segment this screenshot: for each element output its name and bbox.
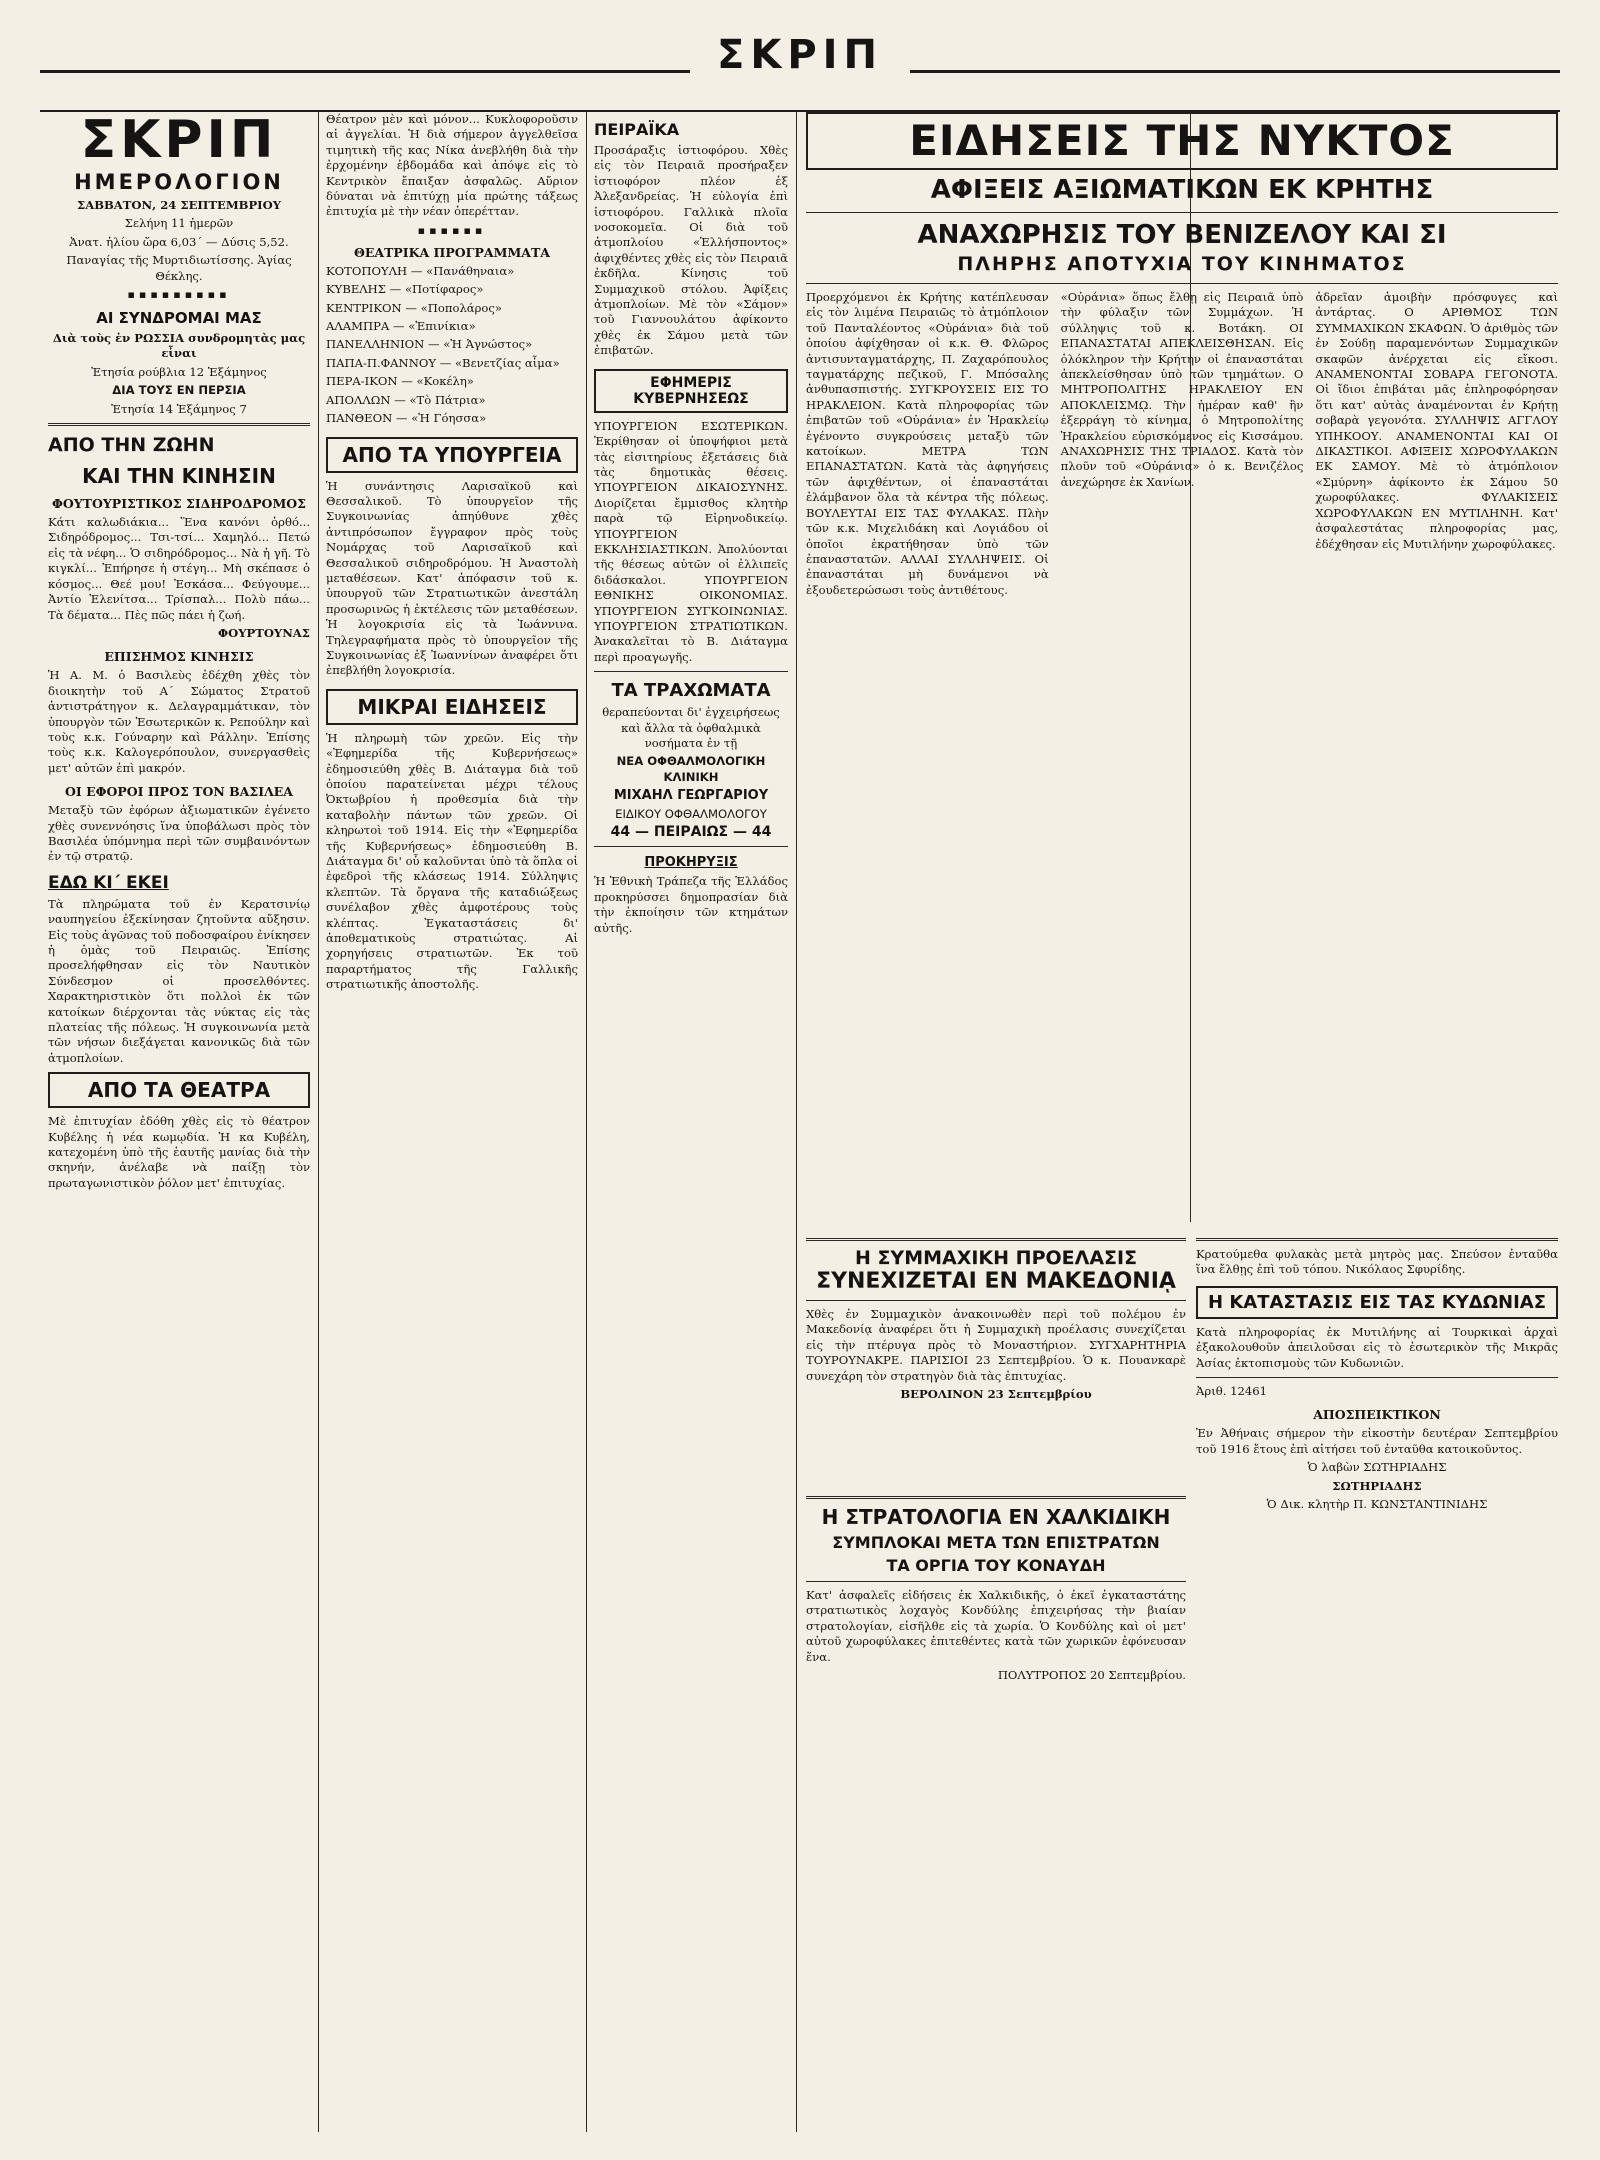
persia-price: Ἐτησία 14 Ἑξάμηνος 7 [111, 401, 247, 416]
divider [806, 283, 1558, 284]
macedonia-subheading: ΣΥΝΕΧΙΖΕΤΑΙ ΕΝ ΜΑΚΕΔΟΝΙᾼ [816, 1269, 1176, 1294]
program-row: ΠΑΠΑ-Π.ΦΑΝΝΟΥ — «Βενετζίας αἷμα» [326, 355, 560, 370]
ephors-heading: ΟΙ ΕΦΟΡΟΙ ΠΡΟΣ ΤΟΝ ΒΑΣΙΛΕΑ [64, 784, 293, 800]
divider [48, 423, 310, 426]
column-rule [586, 112, 587, 2132]
kydonies-heading-box [1196, 1286, 1558, 1319]
subscriptions-line: Διὰ τοὺς ἐν ΡΩΣΣΙΑ συνδρομητὰς μας εἶναι [52, 331, 306, 361]
almanac-title: ΗΜΕΡΟΛΟΓΙΟΝ [74, 170, 284, 194]
chalkidiki-signoff: ΠΟΛΥΤΡΟΠΟΣ 20 Σεπτεμβρίου. [997, 1668, 1186, 1683]
notice-article: Ἐν Ἀθήναις σήμερον τὴν εἰκοστὴν δευτέραν Σεπτεμβρίου τοῦ 1916 ἔτους ἐπὶ αἰτήσει τοῦ ἐνταῦθα κατοικοῦντος. [1196, 1426, 1558, 1456]
divider [806, 1581, 1186, 1582]
clinic-line: ΕΙΔΙΚΟΥ ΟΦΘΑΛΜΟΛΟΓΟΥ [615, 806, 767, 821]
left-header [48, 112, 310, 417]
divider [806, 1300, 1186, 1301]
theater-heading-box [48, 1072, 310, 1108]
program-row: ΑΠΟΛΛΩΝ — «Τὸ Πάτρια» [326, 392, 486, 407]
chalkidiki-subheading: ΣΥΜΠΛΟΚΑΙ ΜΕΤΑ ΤΩΝ ΕΠΙΣΤΡΑΤΩΝ [832, 1533, 1160, 1552]
chalkidiki-heading: Η ΣΤΡΑΤΟΛΟΓΙΑ ΕΝ ΧΑΛΚΙΔΙΚΗ [821, 1505, 1171, 1529]
sun-line: Ἀνατ. ἡλίου ὥρα 6,03΄ — Δύσις 5,52. [69, 234, 289, 249]
persia-heading: ΔΙΑ ΤΟΥΣ ΕΝ ΠΕΡΣΙΑ [112, 383, 246, 398]
chalkidiki-section [806, 1490, 1186, 2130]
divider [594, 846, 788, 847]
futurist-signature: ΦΟΥΡΤΟΥΝΑΣ [218, 625, 310, 640]
saints-line: Παναγίας τῆς Μυρτιδιωτίσσης. Ἁγίας Θέκλης. [66, 253, 292, 283]
kydonies-heading: Η ΚΑΤΑΣΤΑΣΙΣ ΕΙΣ ΤΑΣ ΚΥΔΩΝΙΑΣ [1207, 1291, 1546, 1313]
divider [1196, 1377, 1558, 1378]
night-subheading-1: ΑΦΙΞΕΙΣ ΑΞΙΩΜΑΤΙΚΩΝ ΕΚ ΚΡΗΤΗΣ [930, 175, 1434, 205]
here-article: Τὰ πληρώματα τοῦ ἐν Κερατσινίῳ ναυπηγείου ἐξεκίνησαν ζητοῦντα αὔξησιν. Εἰς τοὺς ἀγῶνας τοῦ ποδοσφαίρου ἐνίκησεν ἡ ὁμὰς τοῦ Πειραιῶς. Ἐπίσης προσελήφθησαν εἰς τὸν Ναυτικὸν Σύνδεσμον οἱ προσελθόντες. Χαρακτηριστικὸν ὅτι πολλοὶ ἐκ τῶν κατοίκων διέρχονται τὰς νύκτας εἰς τὰς πλατείας τῆς πόλεως. Ἡ συγκοινωνία μετὰ τῶν νήσων διεξάγεται κανονικῶς διὰ τῶν ἀτμοπλοίων. [48, 896, 310, 1065]
notice-heading: ΑΠΟΣΠΕΙΚΤΙΚΟΝ [1313, 1407, 1441, 1423]
notice-article: Ἡ Ἐθνικὴ Τράπεζα τῆς Ἑλλάδος προκηρύσσει δημοπρασίαν διὰ τὴν ἐκποίησιν τῶν κτημάτων αὐτῆς. [594, 874, 788, 935]
ornament: ▪▪▪▪▪▪▪▪▪ [127, 288, 231, 302]
program-row: ΚΕΝΤΡΙΚΟΝ — «Ποπολάρος» [326, 300, 503, 315]
column-rule [318, 112, 319, 2132]
night-article-c: ἀδρεῖαν ἀμοιβὴν πρόσφυγες καὶ ἀντάρτας. Ο ΑΡΙΘΜΟΣ ΤΩΝ ΣΥΜΜΑΧΙΚΩΝ ΣΚΑΦΩΝ. Ὁ ἀριθμὸς τῶν ἐν Σούδῃ παραμενόντων Συμμαχικῶν σκαφῶν ἀνέρχεται εἰς εἴκοσι. ΑΝΑΜΕΝΟΝΤΑΙ ΣΟΒΑΡΑ ΓΕΓΟΝΟΤΑ. Οἱ ἴδιοι ἐπιβάται μᾶς ἐπληροφόρησαν ὅτι κατ' αὐτὰς ἀναμένονται ἐν Κρήτῃ σοβαρὰ γεγονότα. ΣΥΛΛΗΨΙΣ ΑΓΓΛΟΥ ΥΠΗΚΟΟΥ. ΑΝΑΜΕΝΟΝΤΑΙ ΚΑΙ ΟΙ ΔΙΚΑΣΤΙΚΟΙ. ΑΦΙΞΕΙΣ ΧΩΡΟΦΥΛΑΚΩΝ ΕΚ ΣΑΜΟΥ. Μὲ τὸ ἀτμόπλοιον «Σμύρνη» ἀφίκοντο ἐκ Σάμου 50 χωροφύλακες. ΦΥΛΑΚΙΣΕΙΣ ΧΩΡΟΦΥΛΑΚΩΝ ΕΝ ΜΥΤΙΛΗΝΗ. Κατ' ἀσφαλεστάτας πληροφορίας μας, ἐδέχθησαν εἰς Μυτιλήνην χωροφύλακες. [1315, 290, 1558, 551]
gazette-heading-box [594, 369, 788, 413]
ornament: ▪▪▪▪▪▪ [417, 223, 487, 237]
notice-sign: ΣΩΤΗΡΙΑΔΗΣ [1332, 1478, 1422, 1493]
here-heading: ΕΔΩ ΚΙ΄ ΕΚΕΙ [48, 872, 169, 893]
theater-article: Μὲ ἐπιτυχίαν ἐδόθη χθὲς εἰς τὸ θέατρον Κυβέλης ἡ νέα κωμῳδία. Ἡ κα Κυβέλη, κατεχομένη ὑπὸ τῆς ἑαυτῆς μανίας διὰ τὴν σκηνήν, ἀνέλαβε νὰ παίξῃ τὸν πρωταγωνιστικὸν ῥόλον μετ' ἐπιτυχίας. [48, 1114, 310, 1190]
theatrical-programs [326, 264, 578, 427]
trachoma-text: θεραπεύονται δι' ἐγχειρήσεως καὶ ἄλλα τὰ ὀφθαλμικὰ νοσήματα ἐν τῇ [602, 705, 780, 750]
gazette-heading: ΕΦΗΜΕΡΙΣ ΚΥΒΕΡΝΗΣΕΩΣ [633, 374, 749, 407]
night-article-b: «Οὐράνια» ὅπως ἔλθῃ εἰς Πειραιᾶ ὑπὸ τὴν φύλαξιν τῶν Συμμάχων. Ἡ σύλληψις τοῦ κ. Βοτάκη. ΟΙ ΕΠΑΝΑΣΤΑΤΑΙ ΑΠΕΚΛΕΙΣΘΗΣΑΝ. Εἰς ὁλόκληρον τὴν Κρήτην οἱ ἐπαναστάται ἀπεκλείσθησαν ὑπὸ τῶν τμημάτων. Ο ΜΗΤΡΟΠΟΛΙΤΗΣ ΗΡΑΚΛΕΙΟΥ ΕΝ ΑΠΟΚΛΕΙΣΜῼ. Τὴν ἡμέραν καθ' ἣν ἐξερράγη τὸ κίνημα, ὁ Μητροπολίτης Ἡρακλείου εὑρισκόμενος εἰς Κισσάμου. ΑΝΑΧΩΡΗΣΙΣ ΤΗΣ ΤΡΙΑΔΟΣ. Κατὰ τὸν πλοῦν τοῦ «Οὐράνια» ὁ κ. Βενιζέλος ἀνεχώρησε ἐκ Χανίων. [1060, 290, 1304, 489]
piraeus-heading: ΠΕΙΡΑΪΚΑ [594, 120, 680, 139]
program-row: ΠΑΝΘΕΟΝ — «Ἡ Γόησσα» [326, 411, 487, 426]
notice-sign: Ὁ λαβὼν ΣΩΤΗΡΙΑΔΗΣ [1307, 1460, 1447, 1475]
theater-heading: ΑΠΟ ΤΑ ΘΕΑΤΡΑ [87, 1078, 271, 1103]
official-heading: ΕΠΙΣΗΜΟΣ ΚΙΝΗΣΙΣ [104, 649, 254, 665]
clinic-line: 44 — ΠΕΙΡΑΙΩΣ — 44 [610, 824, 772, 841]
night-news-section [806, 112, 1558, 1222]
ephors-article: Μεταξὺ τῶν ἐφόρων ἀξιωματικῶν ἐγένετο χθὲς συνεννόησις ἵνα ὑποβάλωσι πρὸς τὸν Βασιλέα ὑπόμνημα περὶ τῶν συμβαινόντων ἐν τῷ στρατῷ. [48, 803, 310, 864]
small-news-heading: ΜΙΚΡΑΙ ΕΙΔΗΣΕΙΣ [357, 694, 547, 719]
official-article: Ἡ Α. Μ. ὁ Βασιλεὺς ἐδέχθη χθὲς τὸν διοικητὴν τοῦ Α΄ Σώματος Στρατοῦ ἀντιστράτηγον κ. Δελαγραμμάτικαν, τὸν ὑπουργὸν τῶν Ἐσωτερικῶν κ. Ρεπούλην καὶ τοὺς κ.κ. Γούναρην καὶ Ράλλην. Ἐπίσης τοὺς κ.κ. Καλογερόπουλον, συνεργασθεὶς μετ' αὐτῶν ἐπὶ μακρόν. [48, 668, 310, 775]
notice-number: Ἀριθ. 12461 [1196, 1384, 1267, 1399]
clinic-line: ΝΕΑ ΟΦΘΑΛΜΟΛΟΓΙΚΗ ΚΛΙΝΙΚΗ [616, 754, 766, 784]
macedonia-section [806, 1232, 1186, 1482]
paper-title: ΣΚΡΙΠ [80, 112, 278, 170]
chalkidiki-article: Κατ' ἀσφαλεῖς εἰδήσεις ἐκ Χαλκιδικῆς, ὁ ἐκεῖ ἐγκαταστάτης στρατιωτικὸς λοχαγὸς Κονδύλης ἐπιχειρήσας τὴν βιαίαν στρατολογίαν, εἰσῆλθε εἰς τὰ χωρία. Ὁ Κονδύλης καὶ οἱ μετ' αὐτοῦ χωροφύλακες ἐπιτεθέντες κατὰ τῶν χωρικῶν ἐφόνευσαν ἕνα. [806, 1588, 1186, 1664]
running-head: ΣΚΡΙΠ [690, 32, 910, 78]
column-3 [594, 112, 788, 2132]
piraeus-article: Προσάραξις ἱστιοφόρου. Χθὲς εἰς τὸν Πειραιᾶ προσήραξεν ἱστιοφόρον πλέον ἐξ Ἀλεξανδρείας. Ἡ εὐλογία ἐπὶ ἱστιοφόρου. Γαλλικὰ πλοῖα νοσοκομεῖα. Οἱ διὰ τοῦ ἀτμοπλοίου «Ἑλλήσποντος» ἀφιχθέντες χθὲς εἰς τὸν Πειραιᾶ ἐκδῆλα. Κίνησις τοῦ Συμμαχικοῦ στόλου. Ἀφίξεις ἀτμοπλοίων. Μὲ τὸν «Σάμον» τοῦ Γιαννουλάτου ἀφίκοντο χθὲς ἐκ Σάμου μετὰ τῶν ἐπιβατῶν. [594, 143, 788, 358]
russia-price: Ἐτησία ρούβλια 12 Ἑξάμηνος [91, 364, 267, 379]
futurist-article: Κάτι καλωδιάκια... Ἕνα κανόνι ὀρθό... Σιδηρόδρομος... Τσι-τσί... Χαμηλό... Πετώ εἰς τὰ νέφη... Ὁ σιδηρόδρομος... Νὰ ἡ γῆ. Τὸ κιγκλί... Ἐπήρησε ἡ στέγη... Μὴ σκέπασε ὁ κόσμος... Θεέ μου! Ἐσκάσα... Φεύγουμε... Ἀντίο Ἑλενίτσα... Τρίσπαλ... Πολὺ πάω... Τὰ δέματα... Πὲς πῶς πάει ἡ ζωή. [48, 515, 310, 622]
moon-line: Σελήνη 11 ἡμερῶν [124, 216, 234, 231]
ministries-article: Ἡ συνάντησις Λαρισαϊκοῦ καὶ Θεσσαλικοῦ. Τὸ ὑπουργεῖον τῆς Συγκοινωνίας ἀπηύθυνε χθὲς ἀντιπρόσωπον ἔγγραφον πρὸς τοὺς Νομάρχας τοῦ Λαρισαϊκοῦ καὶ Θεσσαλικοῦ σιδηροδρόμου. Ἡ Ἀναστολὴ μεταθέσεων. Κατ' ἀπόφασιν τοῦ κ. ὑπουργοῦ τῶν Στρατιωτικῶν ἀνεστάλη προσωρινῶς ἡ ἐκτέλεσις τῶν μεταθέσεων. Ἡ λογοκρισία εἰς τὰ Ἰωάννινα. Τηλεγραφήματα πρὸς τὸ ὑπουργεῖον τῆς Συγκοινωνίας ἐξ Ἰωαννίνων ἀναφέρει ὅτι ἐπεβλήθη λογοκρισία. [326, 478, 578, 678]
life-heading: ΑΠΟ ΤΗΝ ΖΩΗΝ [48, 434, 215, 457]
date-line: ΣΑΒΒΑΤΟΝ, 24 ΣΕΠΤΕΜΒΡΙΟΥ [77, 198, 281, 212]
futurist-heading: ΦΟΥΤΟΥΡΙΣΤΙΚΟΣ ΣΙΔΗΡΟΔΡΟΜΟΣ [51, 496, 307, 512]
small-news-heading-box [326, 689, 578, 725]
column-rule [796, 112, 797, 2132]
night-heading: ΕΙΔΗΣΕΙΣ ΤΗΣ ΝΥΚΤΟΣ [909, 116, 1455, 165]
program-row: ΚΥΒΕΛΗΣ — «Ποτίφαρος» [326, 282, 484, 297]
night-subheading-3: ΠΛΗΡΗΣ ΑΠΟΤΥΧΙΑ ΤΟΥ ΚΙΝΗΜΑΤΟΣ [957, 253, 1407, 275]
trachoma-heading: ΤΑ ΤΡΑΧΩΜΑΤΑ [611, 680, 771, 702]
right-bottom-column [1196, 1232, 1558, 2132]
program-row: ΠΕΡΑ-ΙΚΟΝ — «Κοκέλη» [326, 374, 474, 389]
notice-heading: ΠΡΟΚΗΡΥΞΙΣ [644, 855, 738, 871]
clinic-line: ΜΙΧΑΗΛ ΓΕΩΡΓΑΡΙΟΥ [613, 788, 769, 804]
macedonia-dateline: ΒΕΡΟΛΙΝΟΝ 23 Σεπτεμβρίου [900, 1387, 1092, 1402]
telegram-text: Κρατούμεθα φυλακὰς μετὰ μητρὸς μας. Σπεύσον ἐνταῦθα ἵνα ἔλθῃς ἐπὶ τοῦ τόπου. Νικόλαος Σφυρίδης. [1196, 1247, 1558, 1277]
macedonia-heading: Η ΣΥΜΜΑΧΙΚΗ ΠΡΟΕΛΑΣΙΣ [854, 1247, 1138, 1269]
program-row: ΚΟΤΟΠΟΥΛΗ — «Πανάθηναια» [326, 263, 515, 278]
divider [1196, 1238, 1558, 1241]
night-article-a: Προερχόμενοι ἐκ Κρήτης κατέπλευσαν εἰς τὸν λιμένα Πειραιῶς τὸ ἀτμόπλοιον τοῦ Πανταλέοντος «Οὐράνια» διὰ τοῦ ὁποίου ἀφίχθησαν οἱ κ.κ. Θ. Φλῶρος ἀντισυνταγματάρχης, Π. Ζαχαρόπουλος ταγματάρχης πεζικοῦ, Γ. Μπόσαλης ἀνθυπασπιστής. ΣΥΓΚΡΟΥΣΕΙΣ ΕΙΣ ΤΟ ΗΡΑΚΛΕΙΟΝ. Κατὰ πληροφορίας τῶν ἐπιβατῶν τοῦ «Οὐράνια» ἐν Ἡρακλείῳ ἐγένοντο συγκρούσεις μεταξὺ τῶν κατοίκων. ΜΕΤΡΑ ΤΩΝ ΕΠΑΝΑΣΤΑΤΩΝ. Κατὰ τὰς ἀφηγήσεις τῶν ἀφιχθέντων, οἱ ἐπαναστάται ἐλάμβανον ὅλα τὰ κέντρα τῆς πόλεως. ΒΟΥΛΕΥΤΑΙ ΕΙΣ ΤΑΣ ΦΥΛΑΚΑΣ. Πλὴν τῶν κ.κ. Μιχελιδάκη καὶ Λογιάδου οἱ ὁποῖοι ἐκρατήθησαν ὑπὸ τῶν ἐπαναστατῶν. ΑΛΛΑΙ ΣΥΛΛΗΨΕΙΣ. Οἱ ἐπαναστάται μὴ δυνάμενοι νὰ ἐξουδετερώσωσι τοὺς ἀντιθέτους. [806, 290, 1049, 597]
divider [594, 671, 788, 672]
notice-sign: Ὁ Δικ. κλητὴρ Π. ΚΩΝΣΤΑΝΤΙΝΙΔΗΣ [1266, 1497, 1488, 1512]
ministries-heading: ΑΠΟ ΤΑ ΥΠΟΥΡΓΕΙΑ [342, 442, 562, 467]
chalkidiki-subheading-2: ΤΑ ΟΡΓΙΑ ΤΟΥ ΚΟΝΑΥΔΗ [886, 1556, 1106, 1575]
subscriptions-heading: ΑΙ ΣΥΝΔΡΟΜΑΙ ΜΑΣ [96, 309, 262, 328]
program-row: ΑΛΑΜΠΡΑ — «Ἐπινίκια» [326, 319, 476, 334]
night-subheading-2: ΑΝΑΧΩΡΗΣΙΣ ΤΟΥ ΒΕΝΙΖΕΛΟΥ ΚΑΙ ΣΙ [917, 220, 1447, 250]
divider [806, 212, 1558, 213]
life-subheading: ΚΑΙ ΤΗΝ ΚΙΝΗΣΙΝ [82, 464, 276, 489]
column-1 [48, 112, 310, 2132]
small-news-article: Ἡ πληρωμὴ τῶν χρεῶν. Εἰς τὴν «Ἐφημερίδα τῆς Κυβερνήσεως» ἐδημοσιεύθη χθὲς Β. Διάταγμα διὰ τοῦ ὁποίου παρατείνεται μέχρι τέλους Ὀκτωβρίου ἡ προθεσμία διὰ τὴν καταβολὴν πάντων τῶν χρεῶν. Οἱ κληρωτοὶ τοῦ 1914. Εἰς τὴν «Ἐφημερίδα τῆς Κυβερνήσεως» ἐδημοσιεύθη Β. Διάταγμα δι' οὗ καλοῦνται ὑπὸ τὰ ὅπλα οἱ ἐφεδροὶ τῆς κλάσεως 1914. Σύλληψις κλεπτῶν. Τὰ ὄργανα τῆς καταδιώξεως συνέλαβον χθὲς ἀμφοτέρους τοὺς κλέπτας. Ἐγκαταστάσεις δι' ἀποθεματικοὺς στρατιώτας. Αἱ χορηγήσεις στρατιωτῶν. Ἐκ τοῦ παραρτήματος τῆς Γαλλικῆς στρατιωτικῆς ἀποστολῆς. [326, 730, 578, 992]
divider [806, 1238, 1186, 1241]
theatrical-heading: ΘΕΑΤΡΙΚΑ ΠΡΟΓΡΑΜΜΑΤΑ [353, 244, 550, 260]
macedonia-article: Χθὲς ἐν Συμμαχικὸν ἀνακοινωθὲν περὶ τοῦ πολέμου ἐν Μακεδονίᾳ ἀναφέρει ὅτι ἡ Συμμαχικὴ προέλασις συνεχίζεται εἰς τὴν πτέρυγα πρὸς τὸ Μοναστήριον. ΣΥΓΧΑΡΗΤΗΡΙΑ ΤΟΥΡΟΥΝΑΚΡΕ. ΠΑΡΙΣΙΟΙ 23 Σεπτεμβρίου. Ὁ κ. Πουανκαρὲ συνεχάρη τὸν στρατηγὸν διὰ τὰς ἐπιτυχίας. [806, 1307, 1186, 1383]
night-columns [806, 290, 1558, 601]
night-heading-box [806, 112, 1558, 170]
program-row: ΠΑΝΕΛΛΗΝΙΟΝ — «Ἡ Ἀγνώστος» [326, 337, 533, 352]
ministries-heading-box [326, 437, 578, 473]
divider [806, 1496, 1186, 1499]
theater-news: Θέατρον μὲν καὶ μόνον... Κυκλοφοροῦσιν αἱ ἀγγελίαι. Ἡ διὰ σήμερον ἀγγελθεῖσα τιμητικὴ τῆς κας Νίκα ἀνεβλήθη διὰ τὴν ἐρχομένην ἑβδομάδα καὶ ἀπόψε εἰς τὸ Κεντρικὸν ἔπαιξαν ἀσφαλῶς. Αὔριον δύναται νὰ ἐπιτύχῃ μία πρώτης τάξεως ἐπιτυχία μὲ τὴν νέαν ὀπερέτταν. [326, 112, 578, 219]
masthead [0, 14, 1600, 104]
gazette-article: ΥΠΟΥΡΓΕΙΟΝ ΕΣΩΤΕΡΙΚΩΝ. Ἐκρίθησαν οἱ ὑποψήφιοι μετὰ τὰς εἰσιτηρίους ἐξετάσεις διὰ τὰς δημοτικὰς θέσεις. ΥΠΟΥΡΓΕΙΟΝ ΔΙΚΑΙΟΣΥΝΗΣ. Διορίζεται ἔμμισθος κλητὴρ παρὰ τῷ Εἰρηνοδικείῳ. ΥΠΟΥΡΓΕΙΟΝ ΕΚΚΛΗΣΙΑΣΤΙΚΩΝ. Ἀπολύονται τῆς θέσεως αὐτῶν οἱ ἐλλιπεῖς διδάσκαλοι. ΥΠΟΥΡΓΕΙΟΝ ΕΘΝΙΚΗΣ ΟΙΚΟΝΟΜΙΑΣ. ΥΠΟΥΡΓΕΙΟΝ ΣΥΓΚΟΙΝΩΝΙΑΣ. ΥΠΟΥΡΓΕΙΟΝ ΣΤΡΑΤΙΩΤΙΚΩΝ. Ἀνακαλεῖται τὸ Β. Διάταγμα περὶ προαγωγῆς. [594, 418, 788, 664]
kydonies-article: Κατὰ πληροφορίας ἐκ Μυτιλήνης αἱ Τουρκικαὶ ἀρχαὶ ἐξακολουθοῦν ἀπειλοῦσαι εἰς τὸ ἐσωτερικὸν τῆς Μικρᾶς Ἀσίας ἐκτοπισμοὺς τῶν Κυδωνιῶν. [1196, 1324, 1558, 1370]
column-2 [326, 112, 578, 2132]
